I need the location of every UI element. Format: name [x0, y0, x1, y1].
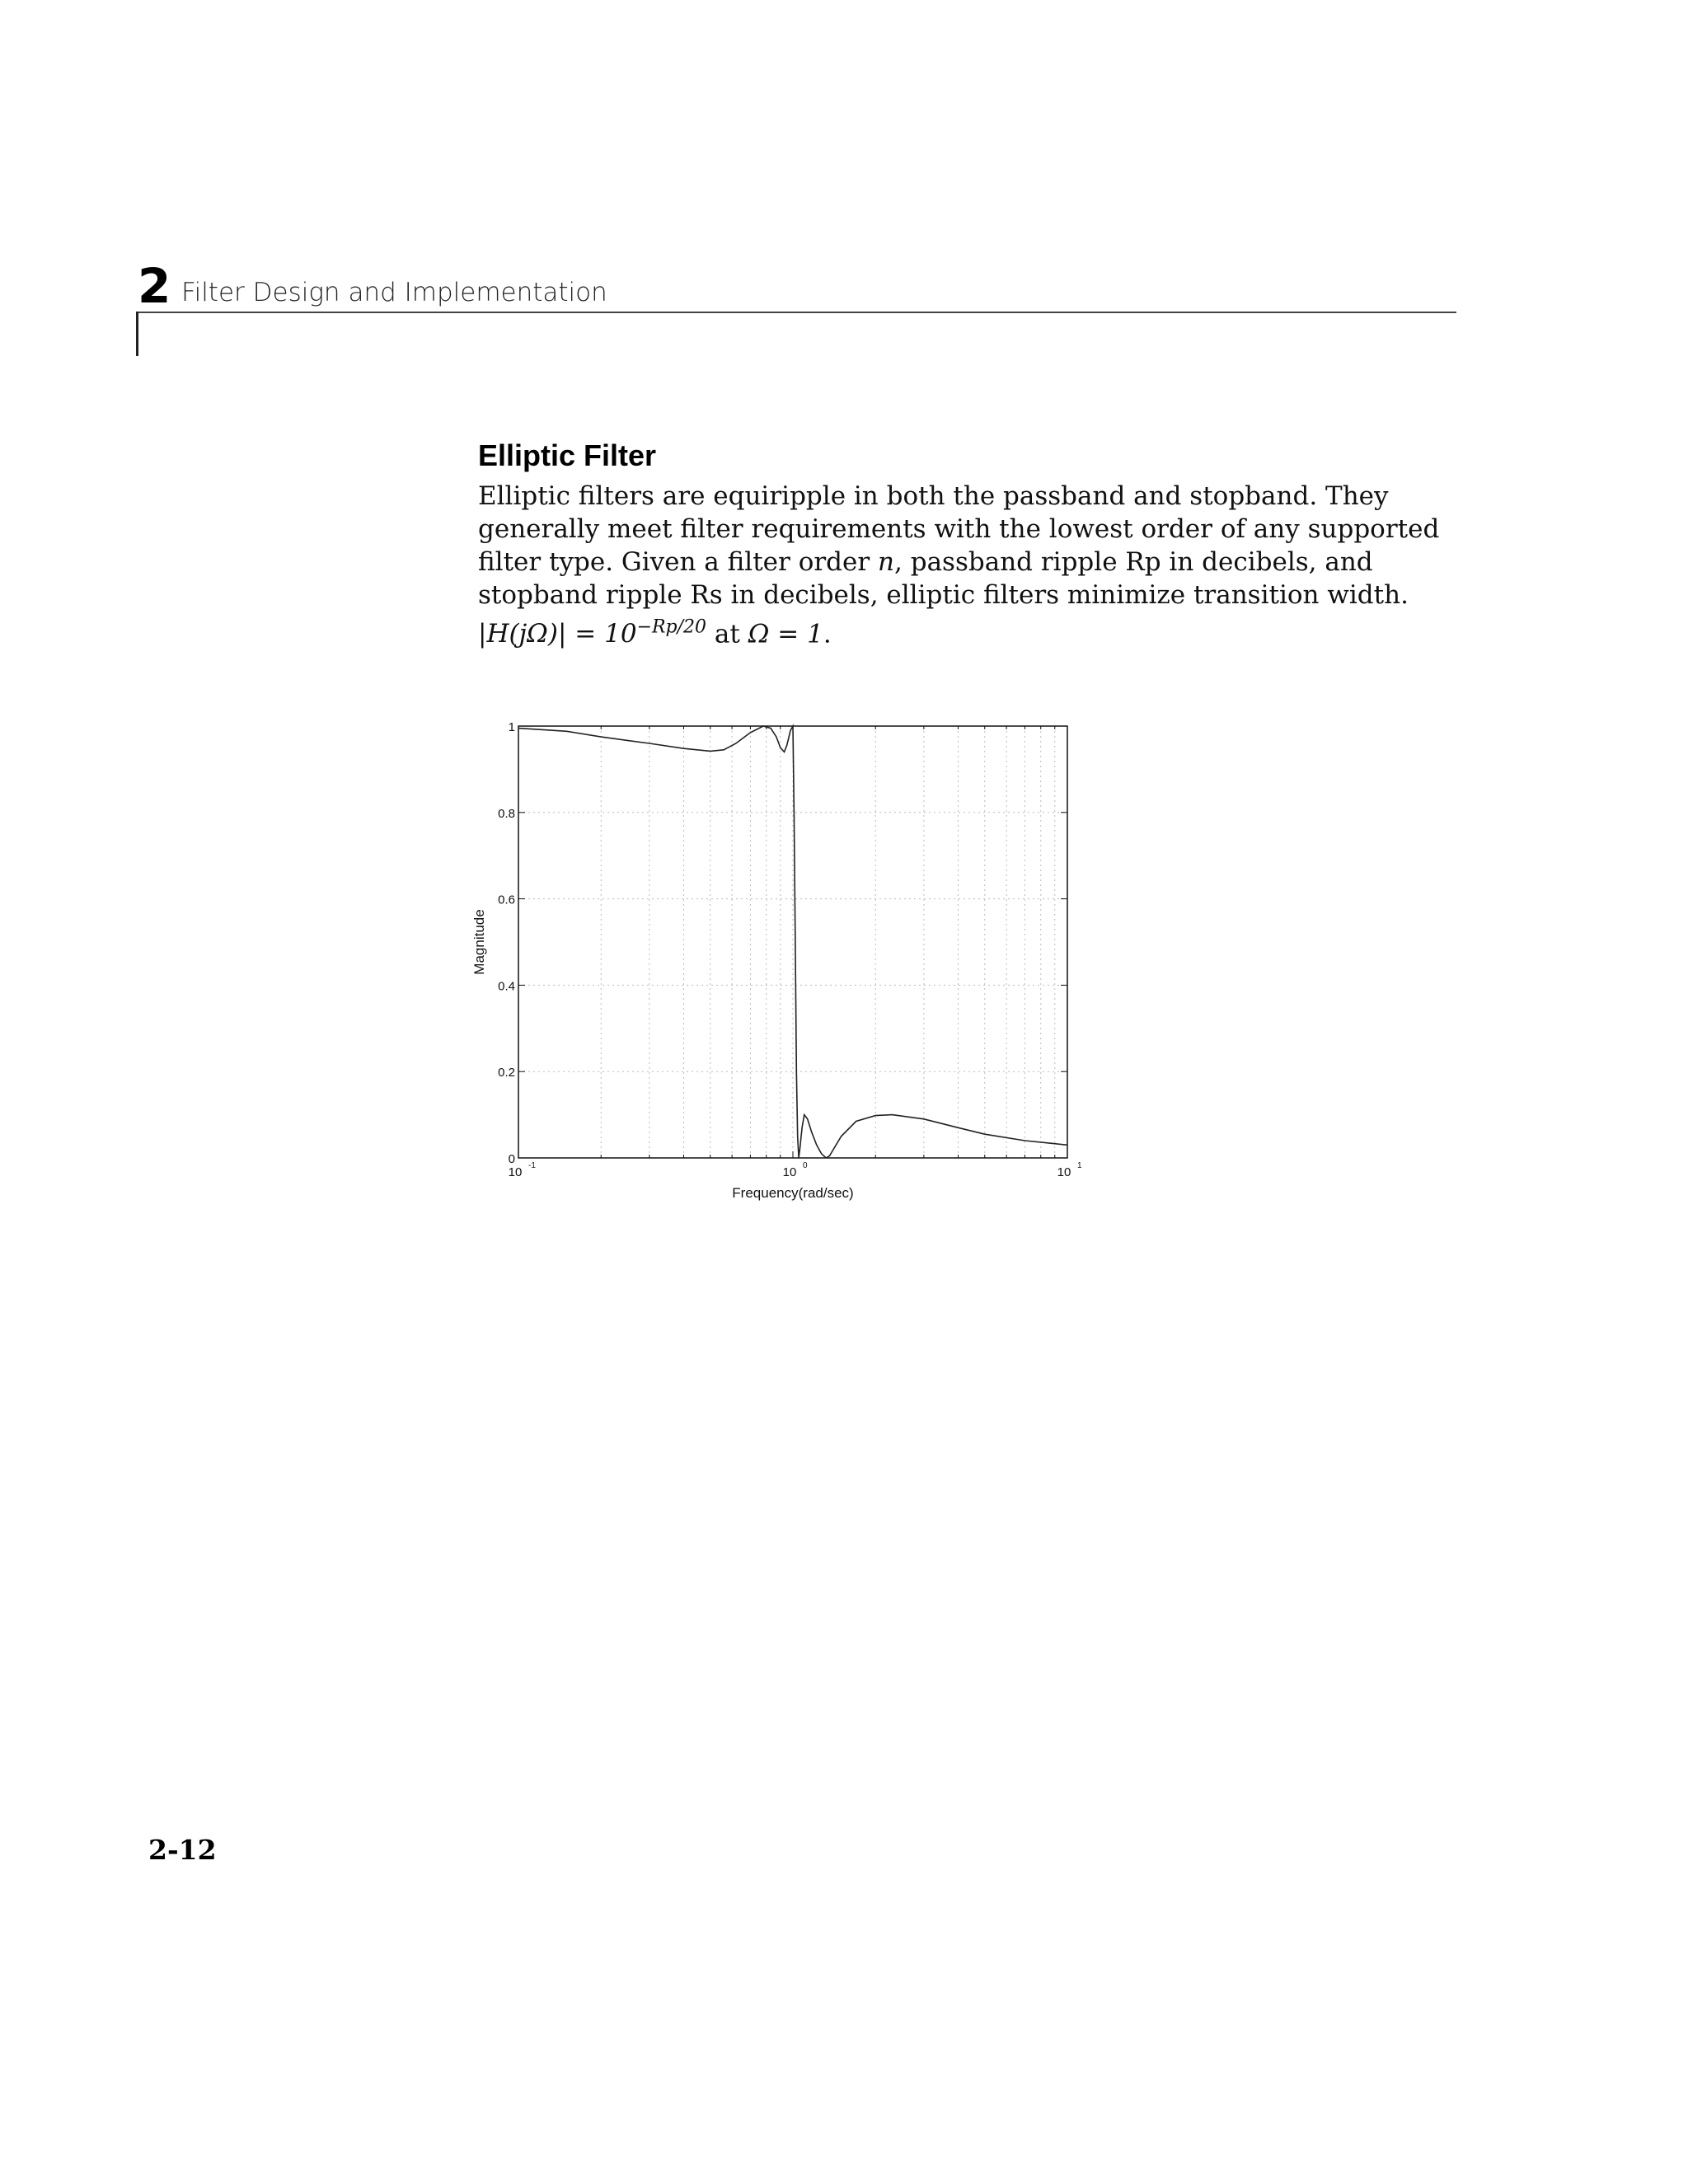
- x-tick-exponent: 1: [1077, 1161, 1082, 1170]
- y-tick-label: 0.8: [498, 806, 515, 821]
- y-tick-label: 0: [508, 1152, 515, 1166]
- y-tick-label: 0.2: [498, 1066, 515, 1080]
- body-text-4: .: [823, 619, 832, 649]
- filter-order-variable: n: [878, 547, 895, 577]
- chapter-number: 2: [138, 258, 171, 314]
- chapter-title: Filter Design and Implementation: [181, 278, 607, 307]
- y-tick-label: 0.4: [498, 979, 515, 994]
- x-tick-exponent: -1: [528, 1161, 536, 1170]
- formula-exponent: −Rp/20: [636, 617, 707, 638]
- magnitude-formula: [478, 619, 706, 649]
- magnitude-response-chart: [466, 713, 1092, 1207]
- body-text-1: Elliptic filters are equiripple in both the passband and stopband. They generally meet filter requirements with the lowest order of any supported filter type. Given a filter order: [478, 481, 1440, 577]
- body-text-3: at: [706, 619, 748, 649]
- x-tick-exponent: 0: [803, 1161, 808, 1170]
- x-tick-label: 10: [782, 1165, 797, 1179]
- page-number: 2-12: [148, 1834, 217, 1866]
- section-title: Elliptic Filter: [478, 438, 657, 472]
- header-rule: [136, 312, 1456, 313]
- chart-ticks: [498, 720, 1082, 1179]
- y-axis-label: Magnitude: [471, 909, 487, 975]
- chart-grid: [518, 726, 1067, 1158]
- x-tick-label: 10: [1057, 1165, 1071, 1179]
- x-axis-label: Frequency(rad/sec): [732, 1185, 854, 1201]
- omega-condition: Ω = 1: [748, 619, 823, 649]
- formula-lhs: |H(jΩ)| = 10: [478, 619, 637, 649]
- y-tick-label: 1: [508, 720, 515, 734]
- body-text-2: , passband ripple Rp in decibels, and stopband ripple Rs in decibels, elliptic filters minimize transition width.: [478, 547, 1409, 610]
- y-tick-label: 0.6: [498, 893, 515, 907]
- x-tick-label: 10: [508, 1165, 523, 1179]
- header-tick: [136, 312, 138, 356]
- section-body: [478, 480, 1451, 650]
